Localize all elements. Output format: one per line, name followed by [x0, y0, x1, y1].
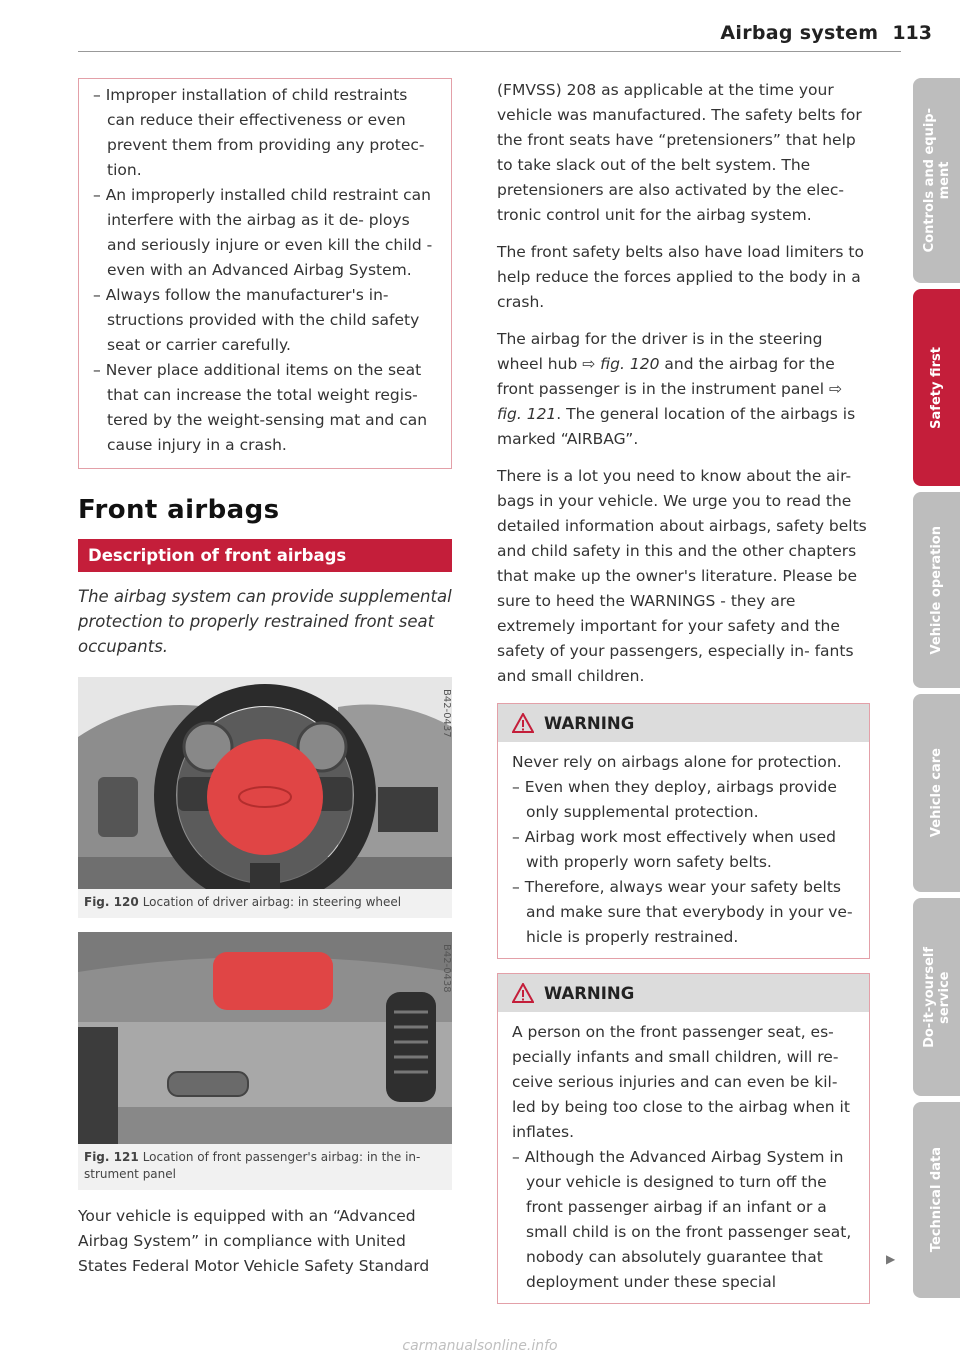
intro-text: The airbag system can provide supplemental protection to properly restrained front seat occupants. [78, 587, 452, 656]
figure-number: Fig. 120 [84, 895, 139, 909]
driver-airbag-highlight [207, 739, 323, 855]
warning-list [512, 775, 855, 950]
passenger-airbag-highlight [213, 952, 333, 1010]
figure-caption [78, 889, 452, 918]
warning-lead: A person on the front passenger seat, es- pecially infants and small children, will re- ceive serious injuries and can even be kil- led by being too close to the airbag when it inflates. [512, 1023, 850, 1141]
list-item: – Even when they deploy, airbags provide only supplemental protection. [512, 775, 855, 825]
figure-caption [78, 1144, 452, 1190]
figure-passenger-airbag [78, 932, 452, 1190]
page-number: 113 [892, 22, 932, 44]
page-header [720, 22, 932, 52]
side-tab-label: Controls and equip- ment [921, 108, 952, 253]
warning-title: WARNING [544, 713, 635, 733]
warning-triangle-icon [512, 983, 534, 1003]
body-paragraph: (FMVSS) 208 as applicable at the time your vehicle was manufactured. The safety belts for the front seats have “pretensioners” that help to take slack out of the belt system. The pretensioners are also activated by the elec- tronic control unit for the airbag system. [497, 81, 862, 224]
figure-driver-airbag [78, 677, 452, 918]
body-paragraph: There is a lot you need to know about the air- bags in your vehicle. We urge you to read the detailed information about airbags, safety belts and child safety in this and the other chapters that make up the owner's literature. Please be sure to heed the WARNINGS - they are extremely important for your safety and the safety of your passengers, especially in- fants and small children. [497, 467, 867, 685]
section-heading: Front airbags [78, 495, 280, 525]
warning-list [512, 1145, 855, 1295]
warning-body [498, 742, 869, 958]
warning-title: WARNING [544, 983, 635, 1003]
right-column [497, 78, 870, 1304]
body-paragraph: Your vehicle is equipped with an “Advanced Airbag System” in compliance with United States Federal Motor Vehicle Safety Standard [78, 1207, 430, 1275]
list-item: – Never place additional items on the seat that can increase the total weight regis- tered by the weight-sensing mat and can cause injury in a crash. [93, 358, 437, 458]
body-paragraph [497, 327, 870, 452]
warning-header [498, 974, 869, 1012]
figure-number: Fig. 121 [84, 1150, 139, 1164]
side-tab-label: Technical data [929, 1147, 944, 1253]
warning-lead: Never rely on airbags alone for protection. [512, 753, 842, 771]
figure-caption-text: Location of front passenger's airbag: in the in- strument panel [84, 1150, 421, 1181]
text-run: . The general location of the airbags is marked “AIRBAG”. [497, 405, 856, 448]
warning-list [79, 79, 451, 468]
side-tab-safety-first[interactable] [913, 289, 960, 486]
passenger-airbag-illustration [78, 932, 452, 1144]
subheading-bar: Description of front airbags [78, 539, 452, 572]
figure-code: B42-0437 [441, 689, 452, 738]
warning-header [498, 704, 869, 742]
list-item: – An improperly installed child restraint can interfere with the airbag as it de- ploys and seriously injure or even kill the child - even with an Advanced Airbag System. [93, 183, 437, 283]
list-item: – Always follow the manufacturer's in- structions provided with the child safety seat or carrier carefully. [93, 283, 437, 358]
figure-caption-text: Location of driver airbag: in steering wheel [142, 895, 402, 909]
text-run: The airbag for the driver is in the steering wheel hub [497, 330, 823, 373]
text-run: and the airbag for the front passenger is in the instrument panel [497, 355, 835, 398]
side-tab-technical-data[interactable] [913, 1102, 960, 1298]
watermark: carmanualsonline.info [402, 1338, 558, 1354]
side-tab-label: Vehicle care [929, 748, 944, 838]
side-tab-label: Safety first [929, 346, 944, 429]
warning-triangle-icon [512, 713, 534, 733]
list-item: – Airbag work most effectively when used with properly worn safety belts. [512, 825, 855, 875]
child-restraint-warning-box [78, 78, 452, 469]
side-tab-label: Vehicle operation [929, 525, 944, 655]
side-tab-vehicle-care[interactable] [913, 694, 960, 892]
side-tab-vehicle-operation[interactable] [913, 492, 960, 688]
warning-box [497, 703, 870, 959]
body-paragraph: The front safety belts also have load limiters to help reduce the forces applied to the body in a crash. [497, 243, 864, 311]
figure-code: B42-0438 [441, 944, 452, 993]
warning-body [498, 1012, 869, 1303]
continue-arrow-icon: ▶ [886, 1252, 896, 1266]
figure-reference-link[interactable]: ⇨ fig. 120 [582, 355, 660, 373]
side-tab-do-it-yourself[interactable] [913, 898, 960, 1096]
side-tab-label: Do-it-yourself service [921, 946, 952, 1048]
section-title: Airbag system [720, 22, 879, 44]
list-item: – Therefore, always wear your safety belts and make sure that everybody in your ve- hicle is properly restrained. [512, 875, 855, 950]
warning-box [497, 973, 870, 1304]
list-item: – Although the Advanced Airbag System in your vehicle is designed to turn off the front passenger airbag if an infant or a small child is on the front passenger seat, nobody can absolutely guarantee that deployment under these special [512, 1145, 855, 1295]
driver-airbag-illustration [78, 677, 452, 889]
list-item: – Improper installation of child restraints can reduce their effectiveness or even prevent them from providing any protec- tion. [93, 83, 437, 183]
figure-reference-link[interactable]: ⇨ fig. 121 [497, 380, 842, 423]
left-column [78, 78, 452, 1279]
side-tab-controls[interactable] [913, 78, 960, 283]
